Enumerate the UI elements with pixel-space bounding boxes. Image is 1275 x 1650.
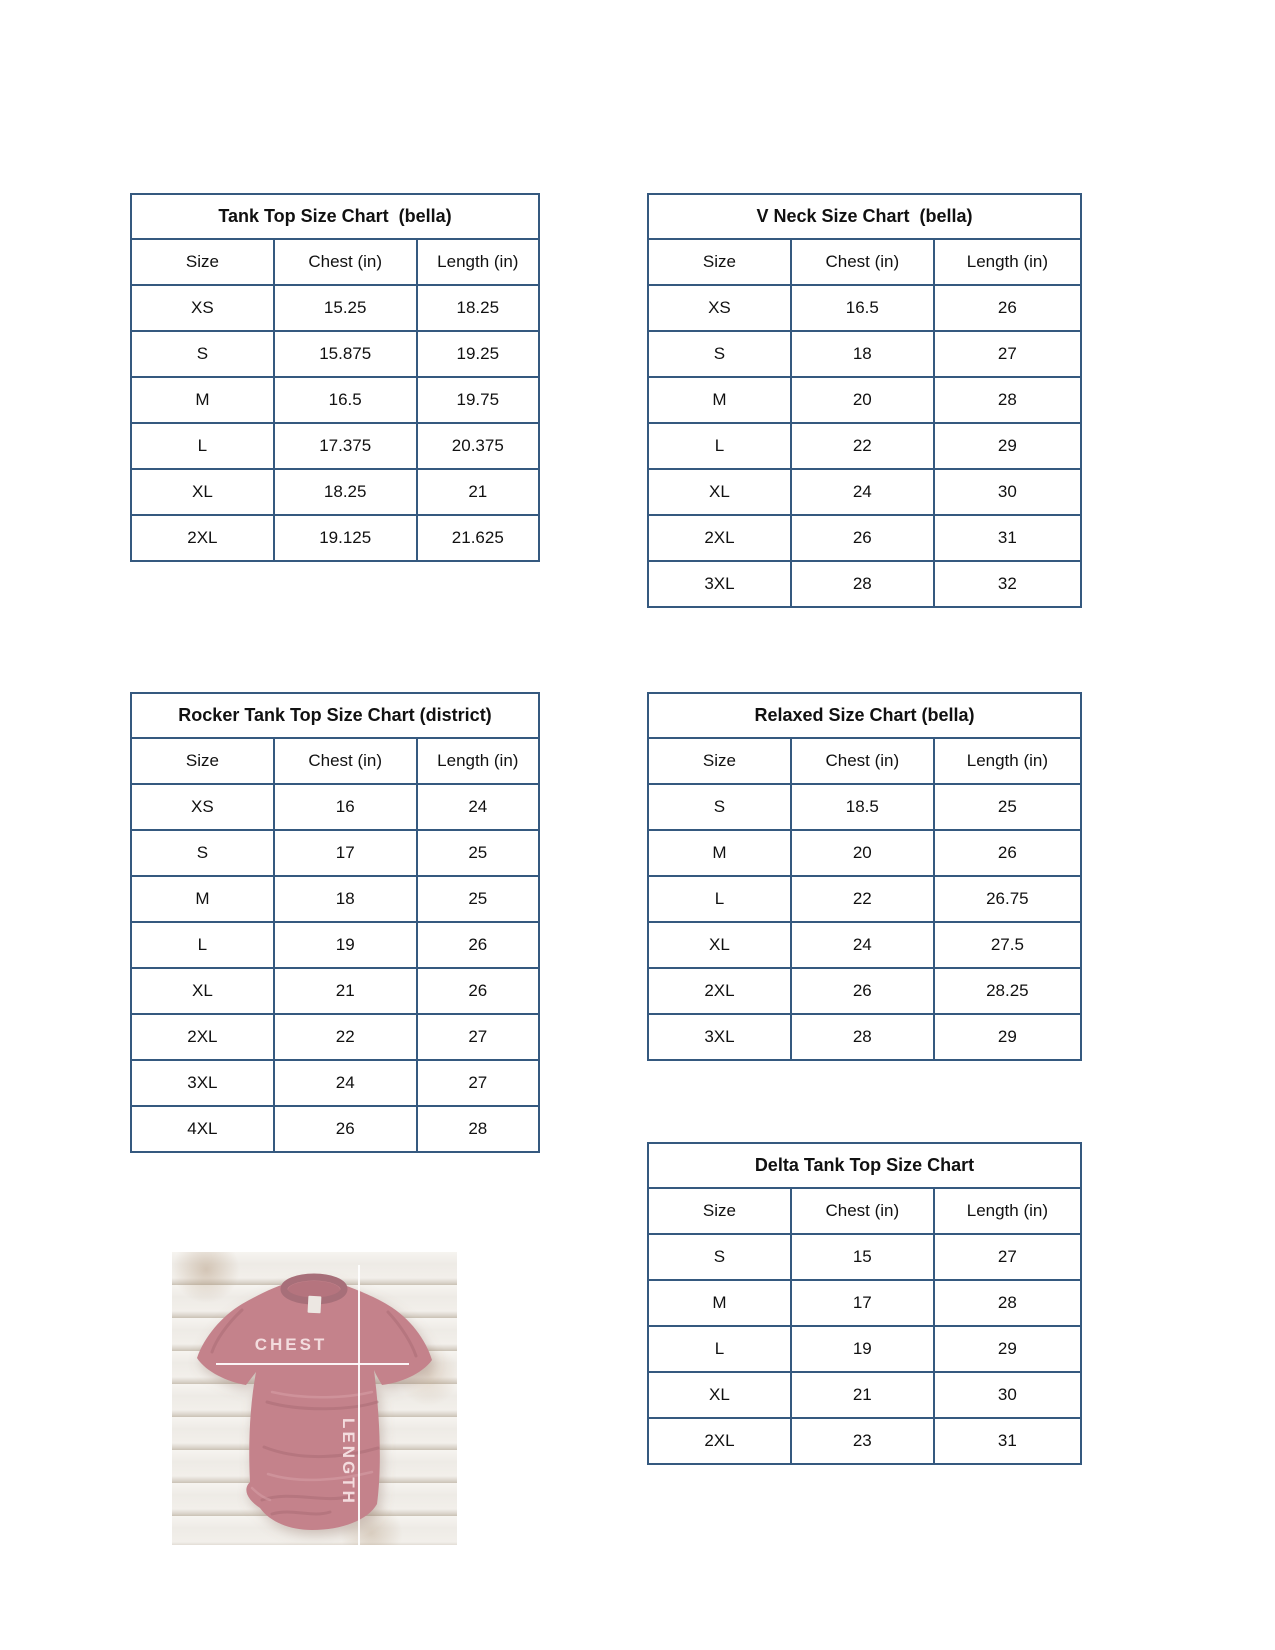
length-cell: 26.75 (934, 876, 1081, 922)
table-row (648, 1326, 1081, 1372)
table-header-row (648, 1188, 1081, 1234)
length-cell: 29 (934, 1326, 1081, 1372)
table-row (648, 331, 1081, 377)
length-cell: 28.25 (934, 968, 1081, 1014)
size-cell: S (648, 784, 791, 830)
chest-cell: 28 (791, 561, 934, 607)
chest-cell: 16.5 (791, 285, 934, 331)
table (647, 1142, 1082, 1465)
length-cell: 30 (934, 1372, 1081, 1418)
table-row (131, 922, 539, 968)
chest-cell: 20 (791, 377, 934, 423)
table-row (131, 1014, 539, 1060)
size-cell: 3XL (131, 1060, 274, 1106)
length-cell: 31 (934, 1418, 1081, 1464)
size-cell: XL (131, 469, 274, 515)
table-row (131, 968, 539, 1014)
chest-cell: 21 (791, 1372, 934, 1418)
table-row (131, 515, 539, 561)
size-cell: 2XL (648, 1418, 791, 1464)
size-cell: S (131, 331, 274, 377)
chest-cell: 16 (274, 784, 417, 830)
chest-cell: 15.25 (274, 285, 417, 331)
chest-label: CHEST (254, 1335, 328, 1354)
table-row (131, 377, 539, 423)
column-header-length: Length (in) (934, 239, 1081, 285)
length-cell: 28 (934, 1280, 1081, 1326)
length-cell: 27 (934, 1234, 1081, 1280)
size-cell: XL (131, 968, 274, 1014)
table-header-row (131, 738, 539, 784)
table (130, 193, 540, 562)
size-cell: 3XL (648, 561, 791, 607)
size-cell: 2XL (131, 515, 274, 561)
table-header-row (648, 738, 1081, 784)
chest-cell: 22 (791, 423, 934, 469)
size-table-v-neck-bella (647, 193, 1082, 608)
length-cell: 24 (417, 784, 539, 830)
chest-cell: 22 (791, 876, 934, 922)
chest-cell: 20 (791, 830, 934, 876)
size-cell: L (131, 922, 274, 968)
chest-cell: 19 (274, 922, 417, 968)
column-header-size: Size (648, 1188, 791, 1234)
table-title: Relaxed Size Chart (bella) (648, 693, 1081, 738)
table-header-row (648, 239, 1081, 285)
size-cell: 2XL (648, 515, 791, 561)
length-cell: 21 (417, 469, 539, 515)
length-cell: 26 (934, 285, 1081, 331)
table (130, 692, 540, 1153)
length-cell: 25 (417, 876, 539, 922)
chest-cell: 16.5 (274, 377, 417, 423)
column-header-chest: Chest (in) (791, 738, 934, 784)
size-cell: 3XL (648, 1014, 791, 1060)
size-cell: L (648, 423, 791, 469)
length-cell: 27 (417, 1014, 539, 1060)
chest-cell: 19.125 (274, 515, 417, 561)
column-header-size: Size (648, 738, 791, 784)
size-cell: S (131, 830, 274, 876)
table (647, 692, 1082, 1061)
table-row (131, 876, 539, 922)
length-cell: 31 (934, 515, 1081, 561)
table-row (648, 423, 1081, 469)
size-table-tank-top-bella (130, 193, 540, 562)
size-cell: XL (648, 1372, 791, 1418)
table-row (648, 830, 1081, 876)
chest-cell: 21 (274, 968, 417, 1014)
chest-cell: 15 (791, 1234, 934, 1280)
length-cell: 26 (934, 830, 1081, 876)
column-header-chest: Chest (in) (791, 1188, 934, 1234)
chest-cell: 18.25 (274, 469, 417, 515)
table-title: Tank Top Size Chart (bella) (131, 194, 539, 239)
chest-cell: 24 (791, 922, 934, 968)
table-title-row (131, 693, 539, 738)
size-cell: 2XL (648, 968, 791, 1014)
table-row (648, 561, 1081, 607)
length-cell: 19.75 (417, 377, 539, 423)
column-header-chest: Chest (in) (791, 239, 934, 285)
size-cell: S (648, 1234, 791, 1280)
table-title: Rocker Tank Top Size Chart (district) (131, 693, 539, 738)
column-header-length: Length (in) (934, 1188, 1081, 1234)
size-cell: XS (131, 784, 274, 830)
chest-cell: 26 (274, 1106, 417, 1152)
chest-cell: 26 (791, 515, 934, 561)
chest-cell: 18 (274, 876, 417, 922)
column-header-size: Size (648, 239, 791, 285)
table-row (131, 1106, 539, 1152)
length-cell: 25 (934, 784, 1081, 830)
length-cell: 21.625 (417, 515, 539, 561)
chest-cell: 15.875 (274, 331, 417, 377)
length-cell: 29 (934, 1014, 1081, 1060)
column-header-length: Length (in) (417, 738, 539, 784)
table-row (648, 1280, 1081, 1326)
column-header-chest: Chest (in) (274, 239, 417, 285)
table-row (131, 469, 539, 515)
table-header-row (131, 239, 539, 285)
size-cell: L (648, 1326, 791, 1372)
size-cell: L (648, 876, 791, 922)
table-row (648, 784, 1081, 830)
size-cell: XS (131, 285, 274, 331)
table-row (648, 377, 1081, 423)
chest-measure-line (216, 1363, 409, 1365)
size-table-rocker-tank-district (130, 692, 540, 1153)
table-row (131, 423, 539, 469)
table (647, 193, 1082, 608)
length-cell: 19.25 (417, 331, 539, 377)
table-row (131, 285, 539, 331)
column-header-size: Size (131, 738, 274, 784)
table-row (131, 1060, 539, 1106)
length-cell: 20.375 (417, 423, 539, 469)
length-cell: 27 (934, 331, 1081, 377)
table-title-row (131, 194, 539, 239)
size-cell: M (648, 1280, 791, 1326)
chest-cell: 17.375 (274, 423, 417, 469)
table-row (648, 876, 1081, 922)
length-cell: 28 (417, 1106, 539, 1152)
chest-cell: 26 (791, 968, 934, 1014)
size-cell: 4XL (131, 1106, 274, 1152)
length-cell: 32 (934, 561, 1081, 607)
table-row (131, 830, 539, 876)
size-cell: XS (648, 285, 791, 331)
table-row (648, 922, 1081, 968)
length-measure-line (358, 1265, 360, 1545)
table-row (648, 1014, 1081, 1060)
length-cell: 29 (934, 423, 1081, 469)
table-row (648, 968, 1081, 1014)
table-row (648, 1372, 1081, 1418)
table-title: Delta Tank Top Size Chart (648, 1143, 1081, 1188)
column-header-length: Length (in) (934, 738, 1081, 784)
length-cell: 28 (934, 377, 1081, 423)
chest-cell: 23 (791, 1418, 934, 1464)
column-header-length: Length (in) (417, 239, 539, 285)
length-cell: 27 (417, 1060, 539, 1106)
size-table-relaxed-bella (647, 692, 1082, 1061)
size-cell: 2XL (131, 1014, 274, 1060)
table-row (648, 1234, 1081, 1280)
size-cell: M (648, 377, 791, 423)
chest-cell: 18.5 (791, 784, 934, 830)
size-cell: S (648, 331, 791, 377)
table-row (648, 469, 1081, 515)
table-title-row (648, 1143, 1081, 1188)
column-header-size: Size (131, 239, 274, 285)
tshirt-measurement-photo (172, 1252, 457, 1545)
size-cell: XL (648, 469, 791, 515)
column-header-chest: Chest (in) (274, 738, 417, 784)
table-row (648, 1418, 1081, 1464)
table-row (648, 285, 1081, 331)
length-cell: 18.25 (417, 285, 539, 331)
table-row (648, 515, 1081, 561)
size-cell: M (131, 377, 274, 423)
table-title-row (648, 693, 1081, 738)
chest-cell: 17 (274, 830, 417, 876)
table-title-row (648, 194, 1081, 239)
size-cell: L (131, 423, 274, 469)
table-title: V Neck Size Chart (bella) (648, 194, 1081, 239)
length-cell: 26 (417, 922, 539, 968)
chest-cell: 24 (274, 1060, 417, 1106)
tshirt-graphic (172, 1252, 457, 1545)
size-cell: M (648, 830, 791, 876)
size-cell: XL (648, 922, 791, 968)
length-cell: 25 (417, 830, 539, 876)
length-cell: 26 (417, 968, 539, 1014)
table-row (131, 331, 539, 377)
table-row (131, 784, 539, 830)
size-cell: M (131, 876, 274, 922)
chest-cell: 17 (791, 1280, 934, 1326)
chest-cell: 24 (791, 469, 934, 515)
chest-cell: 28 (791, 1014, 934, 1060)
chest-cell: 18 (791, 331, 934, 377)
size-table-delta-tank (647, 1142, 1082, 1465)
length-cell: 30 (934, 469, 1081, 515)
length-label: LENGTH (339, 1418, 358, 1506)
length-cell: 27.5 (934, 922, 1081, 968)
chest-cell: 19 (791, 1326, 934, 1372)
chest-cell: 22 (274, 1014, 417, 1060)
